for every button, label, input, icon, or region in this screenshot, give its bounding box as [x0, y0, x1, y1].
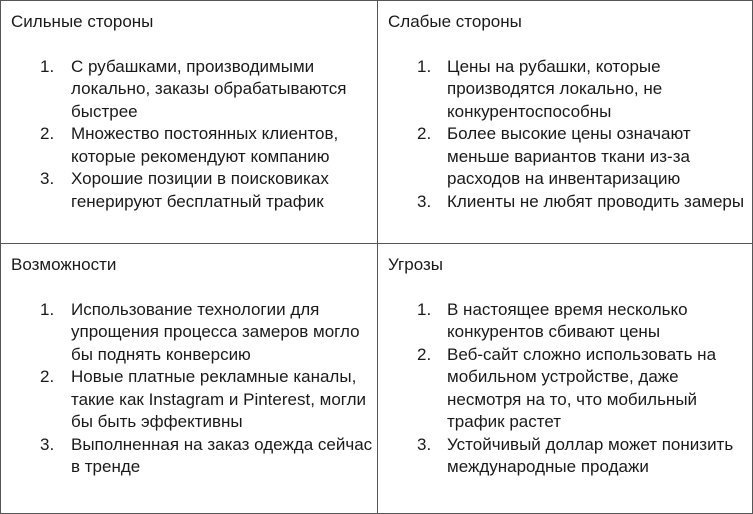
list-item — [388, 123, 752, 191]
list-item-text: Веб-сайт сложно использовать на мобильном устройстве, даже несмотря на то, что мобильный трафик растет — [447, 344, 717, 431]
strengths-cell — [0, 0, 378, 244]
list-item-text: Выполненная на заказ одежда сейчас в тренде — [71, 434, 373, 476]
list-item-text: Более высокие цены означают меньше вариантов ткани из-за расходов на инвентаризацию — [447, 124, 691, 188]
strengths-heading: Сильные стороны — [11, 12, 154, 31]
threats-heading: Угрозы — [388, 255, 443, 274]
list-number: 1. — [40, 56, 55, 76]
list-item-text: Множество постоянных клиентов, которые рекомендуют компанию — [71, 124, 339, 166]
list-number: 3. — [417, 191, 432, 211]
opportunities-list — [11, 299, 377, 479]
list-number: 3. — [40, 169, 55, 188]
list-number: 2. — [40, 367, 55, 386]
list-item-text: Новые платные рекламные каналы, такие как Instagram и Pinterest, могли бы быть эффективны — [71, 367, 367, 431]
threats-cell — [377, 243, 753, 514]
weaknesses-heading: Слабые стороны — [388, 12, 522, 31]
list-number: 2. — [417, 344, 432, 364]
list-item — [388, 344, 752, 434]
list-item-text: Цены на рубашки, которые производятся локально, не конкурентоспособны — [447, 56, 663, 121]
list-number: 2. — [40, 124, 55, 143]
list-item-text: Клиенты не любят проводить замеры — [447, 191, 745, 211]
list-item-text: Хорошие позиции в поисковиках генерируют бесплатный трафик — [71, 169, 329, 211]
weaknesses-cell — [377, 0, 753, 244]
list-item — [11, 56, 377, 124]
list-item — [11, 123, 377, 168]
list-item — [11, 299, 377, 367]
list-item — [11, 366, 377, 434]
list-number: 1. — [417, 56, 432, 76]
list-item — [11, 168, 377, 213]
weaknesses-list — [388, 56, 752, 214]
list-item — [388, 434, 752, 479]
list-item — [11, 434, 377, 479]
list-number: 3. — [417, 434, 432, 454]
list-item-text: С рубашками, производимыми локально, заказы обрабатываются быстрее — [71, 56, 347, 121]
list-number: 1. — [40, 299, 55, 319]
list-item — [388, 56, 752, 124]
strengths-list — [11, 56, 377, 214]
opportunities-cell — [0, 243, 378, 514]
list-number: 1. — [417, 299, 432, 319]
list-item-text: В настоящее время несколько конкурентов сбивают цены — [447, 299, 688, 341]
list-item — [388, 191, 752, 214]
list-item-text: Использование технологии для упрощения процесса замеров могло бы поднять конверсию — [71, 299, 360, 364]
list-number: 2. — [417, 124, 432, 143]
list-number: 3. — [40, 434, 55, 454]
threats-list — [388, 299, 752, 479]
opportunities-heading: Возможности — [11, 255, 117, 274]
list-item-text: Устойчивый доллар может понизить международные продажи — [447, 434, 734, 476]
list-item — [388, 299, 752, 344]
